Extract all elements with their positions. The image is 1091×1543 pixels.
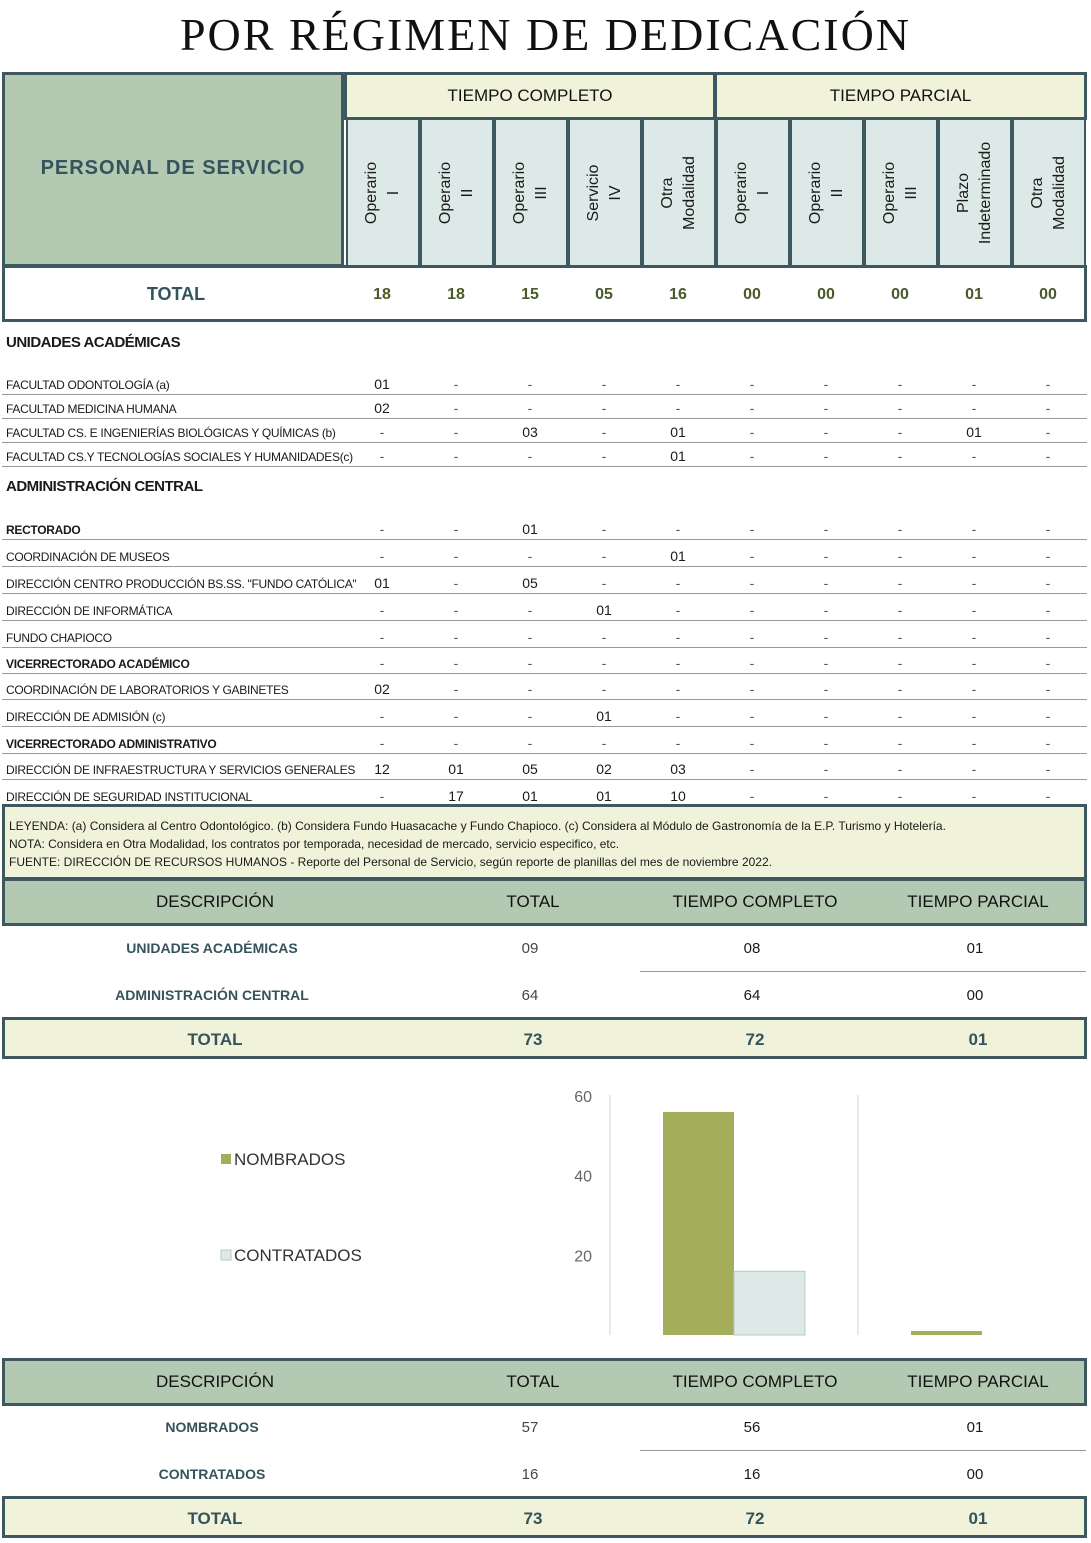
summary2-row-tp: 00 [966, 1466, 984, 1483]
summary2-col-descripcion: DESCRIPCIÓN [155, 1372, 275, 1391]
summary2-total-tc: 72 [745, 1509, 765, 1528]
row-name: DIRECCIÓN CENTRO PRODUCCIÓN BS.SS. "FUNDO CATÓLICA" [6, 577, 357, 591]
section-title: ADMINISTRACIÓN CENTRAL [6, 478, 203, 495]
row-value: - [1045, 548, 1051, 564]
row-value: - [527, 548, 533, 564]
row-name: FACULTAD CS.Y TECNOLOGÍAS SOCIALES Y HUMANIDADES(c) [6, 450, 353, 464]
table-row [2, 440, 1087, 467]
row-value: - [749, 448, 755, 464]
row-value: - [675, 602, 681, 618]
row-value: - [897, 629, 903, 645]
row-value: - [749, 788, 755, 804]
legend-label: CONTRATADOS [234, 1246, 362, 1265]
row-value: - [897, 521, 903, 537]
row-value: - [897, 548, 903, 564]
row-value: - [1045, 735, 1051, 751]
summary2-row-total: 57 [521, 1419, 539, 1436]
row-value: - [527, 602, 533, 618]
row-name: FACULTAD ODONTOLOGÍA (a) [6, 378, 170, 392]
summary2-row [2, 1452, 1087, 1498]
row-value: - [601, 521, 607, 537]
row-value: - [971, 735, 977, 751]
row-value: - [1045, 761, 1051, 777]
column-header-label [805, 161, 849, 223]
table-row [2, 513, 1087, 540]
row-value: 02 [596, 761, 612, 777]
row-value: - [971, 521, 977, 537]
row-name: FUNDO CHAPIOCO [6, 631, 112, 645]
row-value: - [971, 629, 977, 645]
personal-header-cell [2, 72, 344, 267]
column-header-line2: III [533, 185, 550, 200]
row-value: - [379, 602, 385, 618]
row-value: - [897, 400, 903, 416]
summary1-total-tp: 01 [968, 1030, 988, 1049]
row-value: - [675, 400, 681, 416]
summary1-row-tp: 01 [966, 940, 984, 957]
row-value: - [675, 575, 681, 591]
row-value: - [1045, 708, 1051, 724]
row-value: - [601, 448, 607, 464]
row-value: - [379, 735, 385, 751]
row-value: - [749, 376, 755, 392]
row-value: - [675, 629, 681, 645]
summary2-row [2, 1405, 1087, 1451]
summary2-row-total: 16 [521, 1466, 539, 1483]
summary1-row-label: UNIDADES ACADÉMICAS [126, 940, 298, 956]
row-value: - [527, 655, 533, 671]
column-header-label [953, 141, 997, 243]
row-value: - [601, 735, 607, 751]
row-value: - [453, 602, 459, 618]
summary1-row [2, 973, 1087, 1019]
y-tick-label: 20 [574, 1248, 592, 1266]
summary1-total-tc: 72 [745, 1030, 765, 1049]
column-header-line2: I [385, 190, 402, 195]
column-header-label [731, 161, 775, 223]
column-header-line2: II [829, 188, 846, 197]
row-name: COORDINACIÓN DE LABORATORIOS Y GABINETES [6, 683, 289, 697]
row-name: DIRECCIÓN DE INFRAESTRUCTURA Y SERVICIOS GENERALES [6, 763, 356, 777]
summary2-row-tc: 16 [743, 1466, 761, 1483]
row-value: - [749, 424, 755, 440]
row-value: - [971, 548, 977, 564]
summary1-col-tc: TIEMPO COMPLETO [672, 892, 838, 911]
row-value: 01 [522, 521, 538, 537]
row-value: - [971, 761, 977, 777]
section-title: UNIDADES ACADÉMICAS [6, 334, 181, 351]
row-value: - [1045, 521, 1051, 537]
row-value: - [453, 708, 459, 724]
row-value: - [897, 708, 903, 724]
row-value: - [823, 376, 829, 392]
summary1-row [2, 926, 1087, 972]
personal-header-label: PERSONAL DE SERVICIO [40, 157, 306, 179]
row-value: - [379, 548, 385, 564]
row-value: 01 [448, 761, 464, 777]
row-value: - [453, 629, 459, 645]
row-value: - [897, 602, 903, 618]
row-value: - [453, 521, 459, 537]
summary1-col-descripcion: DESCRIPCIÓN [155, 892, 275, 911]
summary2-row-tp: 01 [966, 1419, 984, 1436]
column-header [642, 118, 716, 267]
row-value: 01 [966, 424, 982, 440]
group-header-tiempo-completo: TIEMPO COMPLETO [344, 72, 716, 120]
bar-chart [0, 1075, 1091, 1355]
summary2-col-total: TOTAL [506, 1372, 560, 1391]
row-value: 01 [670, 548, 686, 564]
column-header-line1: Operario [733, 161, 750, 224]
total-value: 15 [521, 286, 539, 303]
row-value: - [675, 708, 681, 724]
total-row [2, 265, 1087, 322]
bar-nombrados [663, 1112, 734, 1335]
row-name: DIRECCIÓN DE ADMISIÓN (c) [6, 710, 166, 724]
row-value: - [749, 400, 755, 416]
column-header-line2: III [903, 185, 920, 200]
total-value: 00 [891, 286, 909, 303]
notes-box [2, 804, 1087, 880]
summary1-row-tc: 64 [743, 987, 761, 1004]
bar-nombrados [911, 1331, 982, 1335]
summary2-total-tp: 01 [968, 1509, 988, 1528]
row-value: - [823, 448, 829, 464]
row-value: - [897, 788, 903, 804]
column-header-label [657, 156, 701, 230]
row-name: VICERRECTORADO ACADÉMICO [6, 657, 190, 671]
row-value: - [823, 788, 829, 804]
row-value: - [1045, 400, 1051, 416]
row-value: - [823, 575, 829, 591]
row-value: 01 [596, 708, 612, 724]
row-value: - [453, 376, 459, 392]
row-value: 05 [522, 761, 538, 777]
row-value: - [527, 708, 533, 724]
row-value: - [1045, 575, 1051, 591]
row-value: - [749, 575, 755, 591]
row-value: - [601, 424, 607, 440]
bar-contratados [734, 1271, 805, 1335]
row-value: - [527, 629, 533, 645]
row-value: - [601, 400, 607, 416]
row-value: 01 [374, 575, 390, 591]
column-header-line2: I [755, 190, 772, 195]
table-row [2, 368, 1087, 395]
row-value: - [749, 548, 755, 564]
row-value: 01 [522, 788, 538, 804]
row-value: - [1045, 788, 1051, 804]
row-value: - [1045, 681, 1051, 697]
column-header-label [509, 161, 553, 223]
column-header [568, 118, 642, 267]
total-value: 18 [373, 286, 391, 303]
row-value: - [971, 448, 977, 464]
legend-swatch [221, 1154, 231, 1164]
row-value: - [897, 376, 903, 392]
row-value: - [601, 575, 607, 591]
row-value: - [897, 448, 903, 464]
row-value: - [1045, 655, 1051, 671]
row-value: - [971, 788, 977, 804]
column-header [494, 118, 568, 267]
summary1-header [2, 878, 1087, 926]
column-header [790, 118, 864, 267]
total-value: 16 [669, 286, 687, 303]
row-value: - [1045, 448, 1051, 464]
column-header-line2: II [459, 188, 476, 197]
row-value: - [453, 681, 459, 697]
row-value: - [971, 708, 977, 724]
row-value: - [1045, 602, 1051, 618]
row-value: - [749, 761, 755, 777]
row-value: - [749, 681, 755, 697]
row-value: - [675, 521, 681, 537]
column-header [1012, 118, 1086, 267]
leyenda-text: LEYENDA: (a) Considera al Centro Odontológico. (b) Considera Fundo Huasacache y Fundo Chapioco. (c) Considera al Módulo de Gastronomía de la E.P. Turismo y Hotelería. [9, 819, 946, 833]
row-value: - [379, 788, 385, 804]
row-value: - [527, 400, 533, 416]
row-value: - [823, 521, 829, 537]
row-value: - [971, 376, 977, 392]
column-header-label [361, 161, 405, 223]
row-value: - [823, 548, 829, 564]
row-value: - [971, 681, 977, 697]
row-value: 01 [374, 376, 390, 392]
row-value: - [675, 376, 681, 392]
column-header-line2: Indeterminado [977, 141, 994, 244]
column-header-line1: Operario [881, 161, 898, 224]
column-header-line1: Otra [1029, 176, 1046, 209]
row-value: - [971, 602, 977, 618]
row-value: - [749, 708, 755, 724]
row-value: - [749, 602, 755, 618]
summary1-row-label: ADMINISTRACIÓN CENTRAL [115, 987, 309, 1003]
row-name: VICERRECTORADO ADMINISTRATIVO [6, 737, 217, 751]
row-value: - [601, 681, 607, 697]
row-value: - [823, 681, 829, 697]
row-value: - [1045, 424, 1051, 440]
total-value: 00 [743, 286, 761, 303]
fuente-text: FUENTE: DIRECCIÓN DE RECURSOS HUMANOS - Reporte del Personal de Servicio, según reporte de planillas del mes de noviembre 2022. [9, 855, 772, 869]
row-value: - [897, 761, 903, 777]
summary1-col-total: TOTAL [506, 892, 560, 911]
total-label: TOTAL [146, 284, 206, 304]
row-value: - [601, 655, 607, 671]
row-value: - [601, 376, 607, 392]
total-value: 01 [965, 286, 983, 303]
summary1-row-total: 09 [521, 940, 539, 957]
row-value: - [971, 400, 977, 416]
column-header-label [583, 164, 627, 221]
row-value: - [379, 629, 385, 645]
row-value: - [897, 735, 903, 751]
legend-swatch [221, 1250, 231, 1260]
summary2-row-label: CONTRATADOS [158, 1466, 266, 1482]
table-row [2, 753, 1087, 780]
row-value: 03 [522, 424, 538, 440]
row-value: - [601, 548, 607, 564]
row-value: - [453, 548, 459, 564]
row-value: - [823, 629, 829, 645]
column-header [716, 118, 790, 267]
row-value: 02 [374, 681, 390, 697]
row-value: - [527, 448, 533, 464]
table-row [2, 594, 1087, 621]
page-title: POR RÉGIMEN DE DEDICACIÓN [179, 9, 912, 60]
row-value: - [897, 655, 903, 671]
column-header-line1: Otra [659, 176, 676, 209]
row-value: - [527, 376, 533, 392]
summary1-col-tp: TIEMPO PARCIAL [907, 892, 1049, 911]
row-value: - [379, 424, 385, 440]
total-value: 00 [1039, 286, 1057, 303]
column-header [938, 118, 1012, 267]
legend-label: NOMBRADOS [234, 1150, 346, 1169]
row-value: 01 [670, 448, 686, 464]
row-name: COORDINACIÓN DE MUSEOS [6, 550, 170, 564]
table-row [2, 567, 1087, 594]
summary2-row-tc: 56 [743, 1419, 761, 1436]
row-value: 10 [670, 788, 686, 804]
row-value: 17 [448, 788, 464, 804]
row-value: - [527, 735, 533, 751]
column-header-line1: Operario [807, 161, 824, 224]
column-header [346, 118, 420, 267]
row-value: - [379, 655, 385, 671]
total-value: 00 [817, 286, 835, 303]
summary1-row-tc: 08 [743, 940, 761, 957]
row-value: - [749, 629, 755, 645]
summary1-row-tp: 00 [966, 987, 984, 1004]
row-value: 01 [596, 602, 612, 618]
row-value: - [823, 735, 829, 751]
column-header-line1: Plazo [955, 172, 972, 213]
table-row [2, 700, 1087, 727]
column-header-line1: Operario [511, 161, 528, 224]
summary2-col-tc: TIEMPO COMPLETO [672, 1372, 838, 1391]
row-value: - [823, 708, 829, 724]
summary1-row-total: 64 [521, 987, 539, 1004]
summary2-separator [640, 1450, 1086, 1451]
row-value: 01 [670, 424, 686, 440]
row-value: 02 [374, 400, 390, 416]
row-value: - [823, 761, 829, 777]
column-header-line2: IV [607, 184, 624, 201]
y-tick-label: 60 [574, 1089, 592, 1106]
row-value: - [823, 602, 829, 618]
column-header-label [879, 161, 923, 223]
table-row [2, 673, 1087, 700]
summary2-row-label: NOMBRADOS [165, 1419, 259, 1435]
row-value: 12 [374, 761, 390, 777]
row-value: - [897, 424, 903, 440]
table-row [2, 780, 1087, 807]
summary1-total-label: TOTAL [187, 1030, 243, 1049]
table-row [2, 647, 1087, 674]
row-value: - [1045, 376, 1051, 392]
row-name: RECTORADO [6, 523, 81, 537]
table-row [2, 727, 1087, 754]
column-header-label [1027, 156, 1071, 230]
row-value: - [453, 448, 459, 464]
row-value: - [675, 735, 681, 751]
column-header-label [435, 161, 479, 223]
row-name: DIRECCIÓN DE SEGURIDAD INSTITUCIONAL [6, 790, 252, 804]
column-header-line2: Modalidad [681, 155, 698, 230]
row-value: - [453, 424, 459, 440]
summary2-total-total: 73 [523, 1509, 543, 1528]
row-value: 03 [670, 761, 686, 777]
summary2-total-label: TOTAL [187, 1509, 243, 1528]
row-value: - [823, 400, 829, 416]
table-row [2, 416, 1087, 443]
row-value: - [823, 655, 829, 671]
y-tick-label: 40 [574, 1168, 592, 1186]
summary2-total-row [2, 1496, 1087, 1538]
row-value: - [897, 681, 903, 697]
row-value: 05 [522, 575, 538, 591]
table-row [2, 392, 1087, 419]
table-row [2, 540, 1087, 567]
row-value: 01 [596, 788, 612, 804]
column-header-line1: Servicio [585, 164, 602, 221]
column-header [420, 118, 494, 267]
total-value: 18 [447, 286, 465, 303]
row-value: - [379, 521, 385, 537]
row-value: - [453, 400, 459, 416]
row-value: - [749, 521, 755, 537]
row-name: FACULTAD CS. E INGENIERÍAS BIOLÓGICAS Y QUÍMICAS (b) [6, 426, 336, 440]
group-header-tiempo-parcial: TIEMPO PARCIAL [714, 72, 1087, 120]
summary1-total-total: 73 [523, 1030, 543, 1049]
summary2-col-tp: TIEMPO PARCIAL [907, 1372, 1049, 1391]
row-value: - [527, 681, 533, 697]
summary2-header [2, 1358, 1087, 1406]
row-value: - [1045, 629, 1051, 645]
column-header-line2: Modalidad [1051, 155, 1068, 230]
row-value: - [453, 655, 459, 671]
row-name: DIRECCIÓN DE INFORMÁTICA [6, 604, 173, 618]
row-value: - [823, 424, 829, 440]
summary1-total-row [2, 1017, 1087, 1059]
summary1-separator [640, 971, 1086, 972]
row-value: - [675, 655, 681, 671]
table-row [2, 621, 1087, 648]
row-name: FACULTAD MEDICINA HUMANA [6, 402, 177, 416]
column-header-line1: Operario [437, 161, 454, 224]
row-value: - [453, 575, 459, 591]
row-value: - [379, 448, 385, 464]
row-value: - [971, 575, 977, 591]
row-value: - [749, 655, 755, 671]
row-value: - [601, 629, 607, 645]
total-value: 05 [595, 286, 613, 303]
row-value: - [971, 655, 977, 671]
column-header [864, 118, 938, 267]
row-value: - [379, 708, 385, 724]
row-value: - [453, 735, 459, 751]
row-value: - [749, 735, 755, 751]
nota-text: NOTA: Considera en Otra Modalidad, los contratos por temporada, necesidad de mercado, servicio especifico, etc. [9, 837, 620, 851]
column-header-line1: Operario [363, 161, 380, 224]
row-value: - [897, 575, 903, 591]
row-value: - [675, 681, 681, 697]
